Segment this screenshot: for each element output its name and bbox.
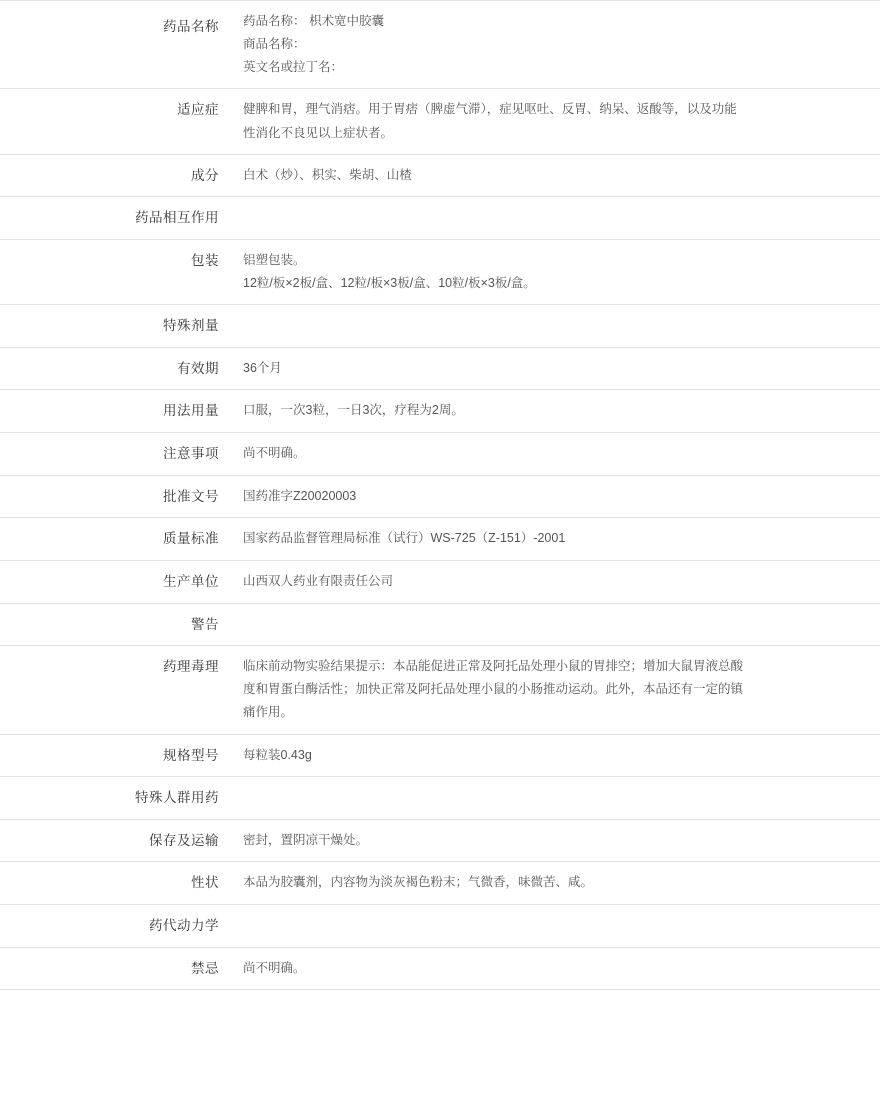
table-row bbox=[0, 154, 880, 197]
row-value bbox=[231, 603, 880, 646]
row-label: 药品相互作用 bbox=[135, 210, 219, 226]
row-value-line: 商品名称： bbox=[243, 37, 306, 52]
row-label: 特殊剂量 bbox=[163, 318, 219, 334]
row-value-line: 12粒/板×2板/盒、12粒/板×3板/盒、10粒/板×3板/盒。 bbox=[243, 276, 536, 290]
row-value bbox=[231, 518, 880, 561]
row-value bbox=[231, 433, 880, 476]
table-row bbox=[0, 777, 880, 820]
row-value bbox=[231, 560, 880, 603]
row-value bbox=[231, 390, 880, 433]
row-label: 注意事项 bbox=[163, 446, 219, 461]
row-value-line: 临床前动物实验结果提示：本品能促进正常及阿托品处理小鼠的胃排空；增加大鼠胃液总酸 bbox=[243, 659, 744, 674]
row-value-line: 白术（炒）、枳实、柴胡、山楂 bbox=[243, 167, 412, 182]
table-row bbox=[0, 433, 880, 476]
row-value-line: 尚不明确。 bbox=[243, 960, 306, 975]
row-value bbox=[231, 347, 880, 390]
row-value-line: 本品为胶囊剂，内容物为淡灰褐色粉末；气微香，味微苦、咸。 bbox=[243, 875, 594, 890]
row-value bbox=[231, 239, 880, 304]
row-label: 禁忌 bbox=[191, 960, 219, 976]
row-label: 特殊人群用药 bbox=[135, 790, 219, 806]
row-value bbox=[231, 305, 880, 348]
row-label: 药理毒理 bbox=[163, 659, 219, 675]
table-row bbox=[0, 560, 880, 603]
row-value-line: 健脾和胃，理气消痞。用于胃痞（脾虚气滞），症见呕吐、反胃、纳呆、返酸等，以及功能 bbox=[243, 102, 737, 117]
row-value-line: 山西双人药业有限责任公司 bbox=[243, 573, 394, 588]
row-value bbox=[231, 862, 880, 905]
table-row bbox=[0, 905, 880, 948]
row-value-line: 每粒装0.43g bbox=[243, 747, 312, 762]
table-row bbox=[0, 734, 880, 777]
table-row bbox=[0, 89, 880, 154]
row-value bbox=[231, 734, 880, 777]
row-value-line: 密封，置阴凉干燥处。 bbox=[243, 832, 369, 847]
table-row bbox=[0, 390, 880, 433]
table-row bbox=[0, 947, 880, 990]
table-row bbox=[0, 646, 880, 734]
row-label: 包装 bbox=[191, 252, 219, 268]
row-value-line: 性消化不良见以上症状者。 bbox=[243, 125, 394, 140]
row-value bbox=[231, 475, 880, 518]
row-value bbox=[231, 154, 880, 197]
row-value-line: 痛作用。 bbox=[243, 705, 294, 720]
row-label: 保存及运输 bbox=[149, 832, 219, 848]
row-value bbox=[231, 947, 880, 990]
row-value-line: 口服，一次3粒，一日3次，疗程为2周。 bbox=[243, 403, 464, 418]
row-value bbox=[231, 777, 880, 820]
row-value-line: 度和胃蛋白酶活性；加快正常及阿托品处理小鼠的小肠推动运动。此外，本品还有一定的镇 bbox=[243, 682, 744, 697]
table-row bbox=[0, 347, 880, 390]
row-label: 适应症 bbox=[177, 102, 219, 118]
row-value bbox=[231, 89, 880, 154]
row-label: 生产单位 bbox=[163, 573, 219, 589]
page-bottom-spacer bbox=[0, 990, 880, 1100]
row-label: 规格型号 bbox=[163, 747, 219, 763]
table-row bbox=[0, 518, 880, 561]
table-row bbox=[0, 475, 880, 518]
row-label: 警告 bbox=[191, 616, 219, 632]
row-value-line: 英文名或拉丁名： bbox=[243, 60, 344, 75]
row-value-line: 药品名称： 枳术宽中胶囊 bbox=[243, 14, 384, 28]
table-row bbox=[0, 603, 880, 646]
row-label: 有效期 bbox=[177, 360, 219, 376]
row-value-line: 尚不明确。 bbox=[243, 446, 306, 460]
table-row bbox=[0, 819, 880, 862]
table-row bbox=[0, 862, 880, 905]
row-label: 药代动力学 bbox=[149, 918, 219, 933]
row-label: 用法用量 bbox=[163, 403, 219, 419]
row-value bbox=[231, 1, 880, 89]
row-value-line: 国药准字Z20020003 bbox=[243, 488, 357, 503]
drug-info-table-body bbox=[0, 1, 880, 990]
table-row bbox=[0, 305, 880, 348]
row-value bbox=[231, 905, 880, 948]
row-value-line: 36个月 bbox=[243, 360, 282, 375]
table-row bbox=[0, 239, 880, 304]
row-value bbox=[231, 819, 880, 862]
row-label: 成分 bbox=[191, 167, 219, 183]
row-label: 批准文号 bbox=[163, 488, 219, 504]
row-value-line: 国家药品监督管理局标准（试行）WS-725（Z-151）-2001 bbox=[243, 531, 566, 546]
row-label: 药品名称 bbox=[163, 19, 219, 34]
row-label: 性状 bbox=[191, 875, 219, 891]
row-value bbox=[231, 646, 880, 734]
row-label: 质量标准 bbox=[163, 531, 219, 547]
table-row bbox=[0, 1, 880, 89]
row-value-line: 铝塑包装。 bbox=[243, 252, 306, 267]
table-row bbox=[0, 197, 880, 240]
row-value bbox=[231, 197, 880, 240]
